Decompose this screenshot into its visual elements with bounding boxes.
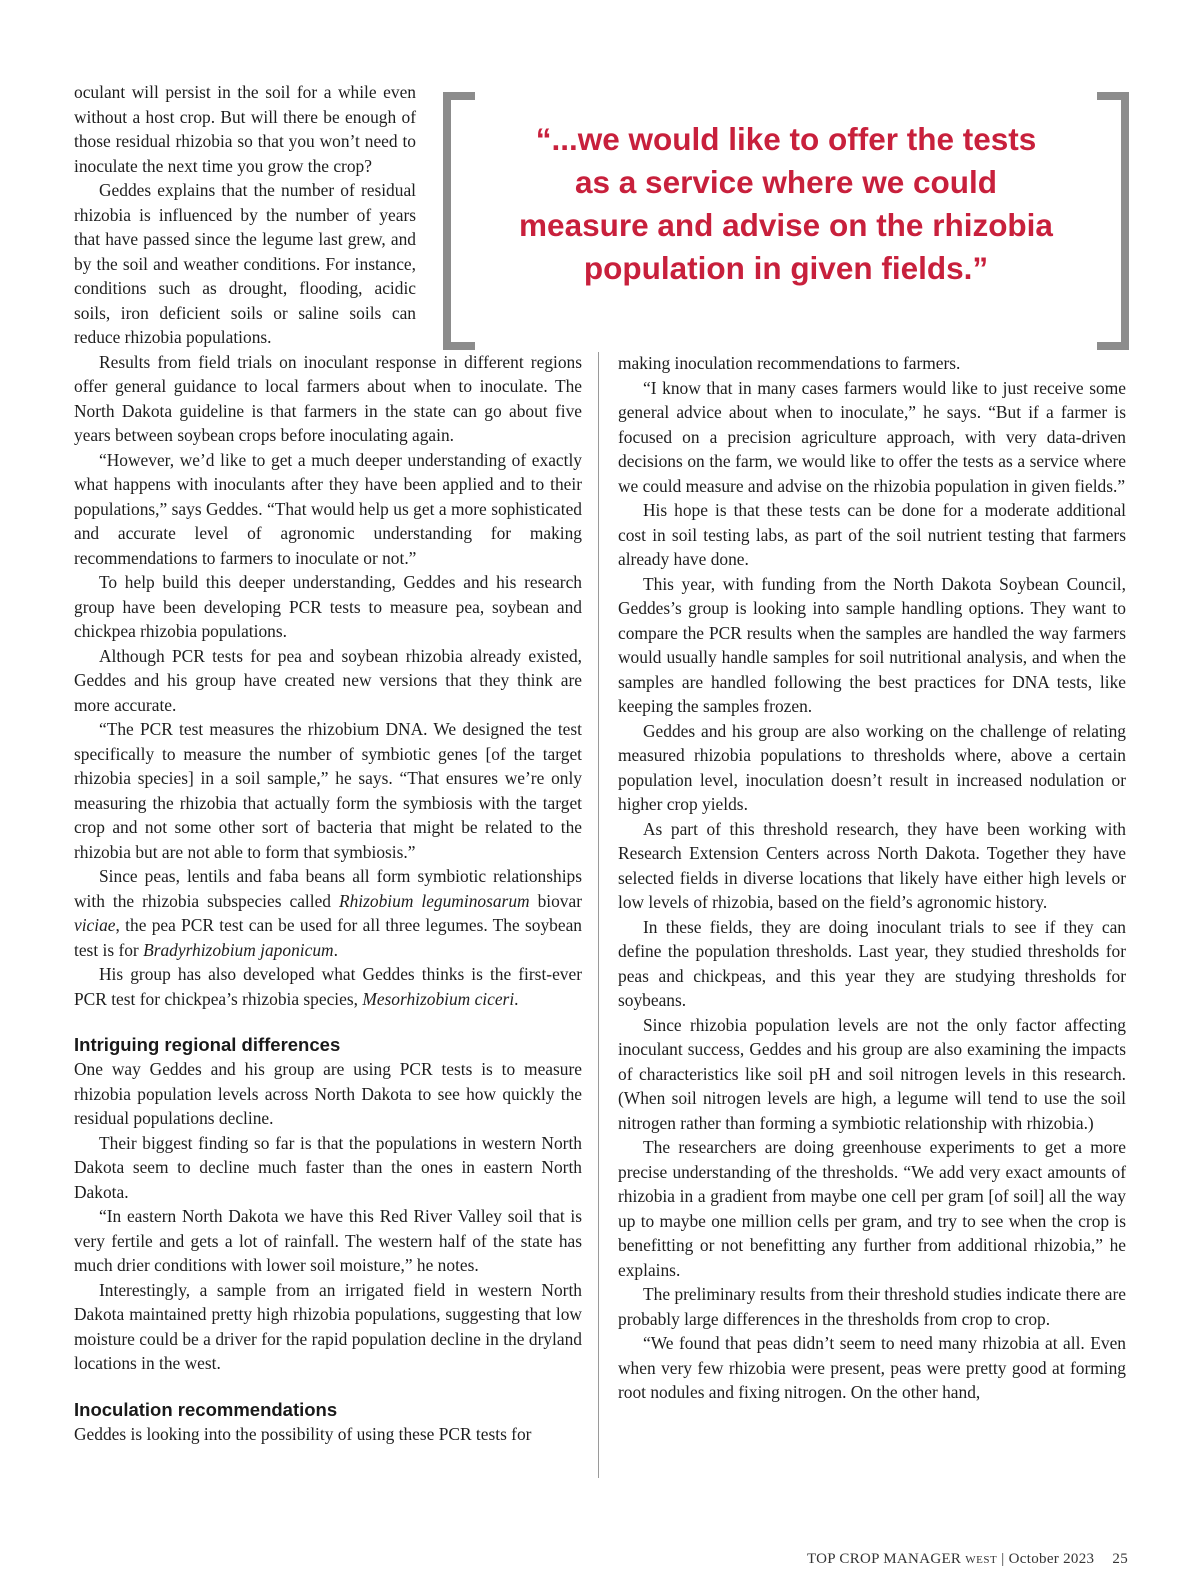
paragraph: Although PCR tests for pea and soybean rhizobia already existed, Geddes and his group have created new versions that they think are more accurate. bbox=[74, 645, 582, 715]
pull-quote-line: as a service where we could bbox=[575, 164, 997, 200]
species-name: Bradyrhizobium japonicum bbox=[143, 939, 334, 960]
page-number: 25 bbox=[1112, 1551, 1128, 1567]
publication-edition: WEST bbox=[965, 1554, 998, 1566]
paragraph: His hope is that these tests can be done for a moderate additional cost in soil testing labs, as part of the soil nutrient testing that farmers already have done. bbox=[618, 500, 1126, 569]
text-run: . bbox=[333, 939, 338, 960]
paragraph: Results from field trials on inoculant response in different regions offer general guidance to local farmers about when to inoculate. The North Dakota guideline is that farmers in the state can go about five years between soybean crops before inoculating again. bbox=[74, 351, 582, 445]
text-run: Since peas, lentils and faba beans all form symbiotic relationships with the rhizobia subspecies called bbox=[74, 866, 582, 911]
species-name: Rhizobium leguminosarum bbox=[338, 890, 530, 911]
paragraph: making inoculation recommendations to farmers. bbox=[618, 353, 961, 373]
paragraph: The preliminary results from their threshold studies indicate there are probably large differences in the thresholds from crop to crop. bbox=[618, 1284, 1126, 1329]
paragraph bbox=[74, 962, 582, 1011]
paragraph: “However, we’d like to get a much deeper understanding of exactly what happens with inoculants after they have been applied and to their populations,” says Geddes. “That would help us get a more sophisticated and accurate level of agronomic understanding for making recommendations to farmers to inoculate or not.” bbox=[74, 449, 582, 568]
paragraph: Geddes explains that the number of residual rhizobia is influenced by the number of years that have passed since the legume last grew, and by the soil and weather conditions. For instance, conditions such as drought, flooding, acidic soils, iron deficient soils or saline soils can reduce rhizobia populations. bbox=[74, 180, 416, 347]
pull-quote-right-bracket bbox=[1097, 92, 1129, 350]
section-heading: Inoculation recommendations bbox=[74, 1398, 338, 1420]
species-name: Mesorhizobium ciceri bbox=[362, 988, 515, 1009]
publication-name: TOP CROP MANAGER bbox=[806, 1551, 962, 1567]
page-footer bbox=[807, 1551, 1128, 1568]
paragraph: Geddes and his group are also working on the challenge of relating measured rhizobia populations to thresholds where, above a certain population level, inoculation doesn’t result in increased nodulation or higher crop yields. bbox=[618, 720, 1126, 814]
paragraph: Interestingly, a sample from an irrigated field in western North Dakota maintained pretty high rhizobia populations, suggesting that low moisture could be a driver for the rapid population decline in the dryland locations in the west. bbox=[74, 1279, 582, 1373]
column-divider bbox=[598, 352, 599, 1478]
species-name: viciae bbox=[74, 915, 116, 935]
paragraph: “We found that peas didn’t seem to need many rhizobia at all. Even when very few rhizobia were present, peas were pretty good at forming root nodules and fixing nitrogen. On the other hand, bbox=[618, 1333, 1126, 1402]
paragraph: “In eastern North Dakota we have this Red River Valley soil that is very fertile and gets a lot of rainfall. The western half of the state has much drier conditions with lower soil moisture,” he notes. bbox=[74, 1206, 582, 1275]
left-column bbox=[74, 80, 582, 1446]
text-run: . bbox=[514, 988, 519, 1009]
paragraph: Their biggest finding so far is that the populations in western North Dakota seem to decline much faster than the ones in eastern North Dakota. bbox=[74, 1132, 582, 1202]
issue-date: October 2023 bbox=[1008, 1551, 1095, 1567]
text-run: His group has also developed what Geddes thinks is the first-ever PCR test for chickpea’s rhizobia species, bbox=[74, 964, 582, 1009]
paragraph: Since rhizobia population levels are not the only factor affecting inoculant success, Geddes and his group are also examining the impacts of characteristics like soil pH and soil nitrogen levels in this research. (When soil nitrogen levels are high, a legume will tend to use the soil nitrogen rather than forming a symbiotic relationship with rhizobia.) bbox=[618, 1014, 1126, 1133]
paragraph bbox=[74, 864, 582, 962]
paragraph: “The PCR test measures the rhizobium DNA. We designed the test specifically to measure the number of symbiotic genes [of the target rhizobia species] in a soil sample,” he says. “That ensures we’re only measuring the rhizobia that actually form the symbiosis with the target crop and not some other sort of bacteria that might be related to the rhizobia but are not able to form that symbiosis.” bbox=[74, 719, 582, 862]
pull-quote-line: measure and advise on the rhizobia bbox=[519, 207, 1053, 243]
paragraph: To help build this deeper understanding, Geddes and his research group have been developing PCR tests to measure pea, soybean and chickpea rhizobia populations. bbox=[74, 572, 582, 641]
text-run: biovar bbox=[529, 890, 582, 911]
right-column bbox=[618, 351, 1126, 1405]
paragraph: One way Geddes and his group are using PCR tests is to measure rhizobia population levels across North Dakota to see how quickly the residual populations decline. bbox=[74, 1059, 582, 1128]
paragraph: As part of this threshold research, they have been working with Research Extension Centers across North Dakota. Together they have selected fields in diverse locations that likely have either high levels or low levels of rhizobia, based on the field’s agronomic history. bbox=[618, 818, 1126, 912]
paragraph: In these fields, they are doing inoculant trials to see if they can define the population thresholds. Last year, they studied thresholds for peas and chickpeas, and this year they are studying thresholds for soybeans. bbox=[618, 916, 1126, 1010]
paragraph: “I know that in many cases farmers would like to just receive some general advice about when to inoculate,” he says. “But if a farmer is focused on a precision agriculture approach, with very data-driven decisions on the farm, we would like to offer the tests as a service where we could measure and advise on the rhizobia population in given fields.” bbox=[618, 377, 1126, 496]
pull-quote-line: “...we would like to offer the tests bbox=[535, 121, 1037, 157]
pull-quote-line: population in given fields.” bbox=[583, 250, 989, 286]
paragraph: oculant will persist in the soil for a while even without a host crop. But will there be enough of those residual rhizobia so that you won’t need to inoculate the next time you grow the crop? bbox=[74, 82, 416, 176]
footer-separator: | bbox=[997, 1551, 1009, 1567]
paragraph: Geddes is looking into the possibility of using these PCR tests for bbox=[74, 1423, 532, 1444]
text-run: , the pea PCR test can be used for all three legumes. The soybean test is for bbox=[74, 915, 582, 960]
section-heading: Intriguing regional differences bbox=[74, 1034, 341, 1055]
paragraph: This year, with funding from the North Dakota Soybean Council, Geddes’s group is looking into sample handling options. They want to compare the PCR results when the samples are handled the way farmers would usually handle samples for soil nutritional analysis, and when the samples are handled following the best practices for DNA tests, like keeping the samples frozen. bbox=[618, 573, 1126, 716]
paragraph: The researchers are doing greenhouse experiments to get a more precise understanding of the thresholds. “We add very exact amounts of rhizobia in a gradient from maybe one cell per gram [of soil] all the way up to maybe one million cells per gram, and try to see when the crop is benefitting or not benefitting any further from additional rhizobia,” he explains. bbox=[618, 1137, 1126, 1280]
